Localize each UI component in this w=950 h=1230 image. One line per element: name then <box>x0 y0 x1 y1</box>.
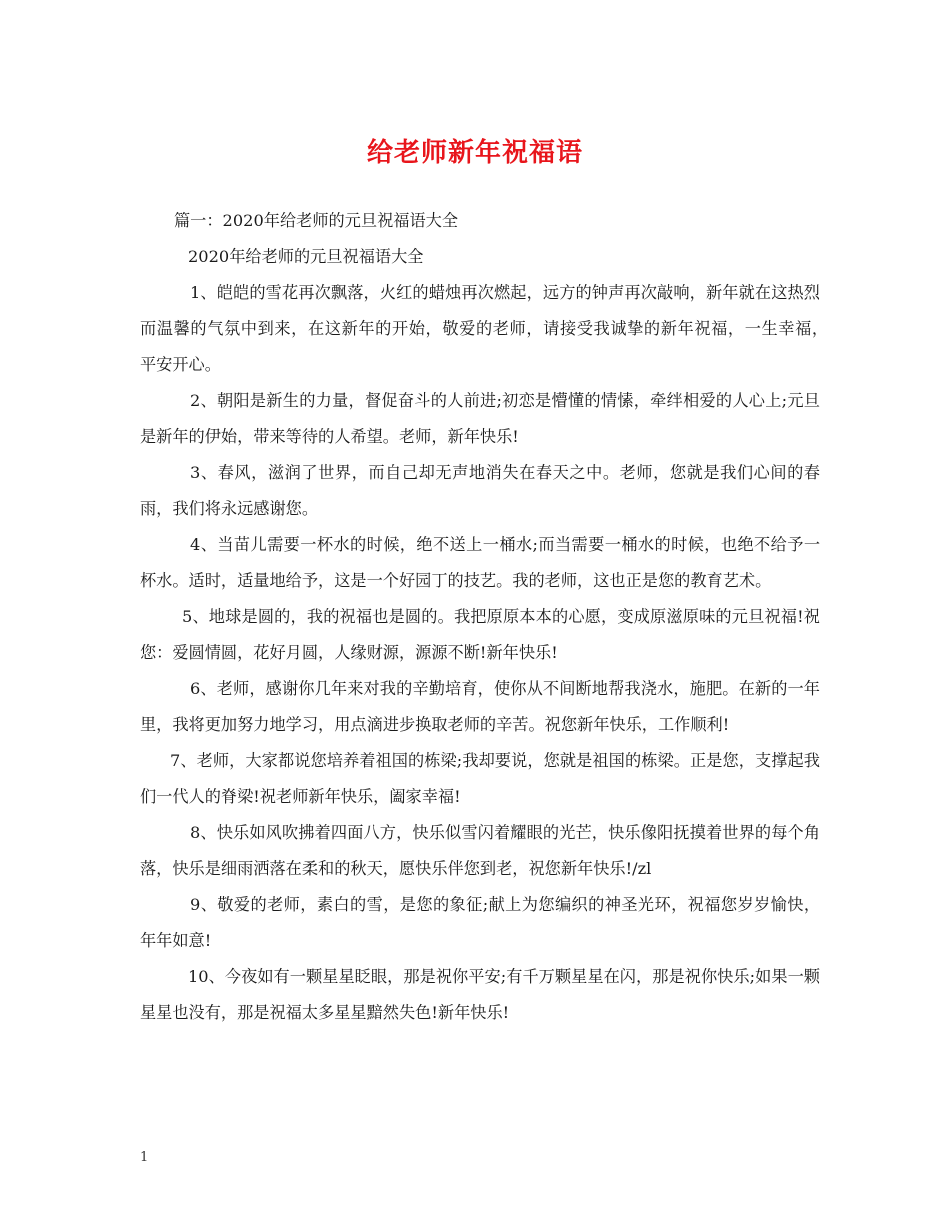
paragraph-5: 5、地球是圆的，我的祝福也是圆的。我把原原本本的心愿，变成原滋原味的元旦祝福!祝您：爱圆情圆，花好月圆，人缘财源，源源不断!新年快乐! <box>140 607 820 662</box>
sub-heading: 2020年给老师的元旦祝福语大全 <box>188 247 424 266</box>
section-heading: 篇一：2020年给老师的元旦祝福语大全 <box>174 211 459 230</box>
paragraph-1: 1、皑皑的雪花再次飘落，火红的蜡烛再次燃起，远方的钟声再次敲响，新年就在这热烈而温馨的气氛中到来，在这新年的开始，敬爱的老师，请接受我诚挚的新年祝福，一生幸福， 平安开心。 <box>140 283 837 374</box>
document-body <box>140 203 837 1031</box>
document-title: 给老师新年祝福语 <box>366 138 583 168</box>
page-number: 1 <box>140 1150 149 1165</box>
paragraph-9: 9、敬爱的老师，素白的雪，是您的象征;献上为您编织的神圣光环，祝福您岁岁愉快，年年如意! <box>140 895 820 950</box>
paragraph-2: 2、朝阳是新生的力量，督促奋斗的人前进;初恋是懵懂的情愫，牵绊相爱的人心上;元旦是新年的伊始，带来等待的人希望。老师，新年快乐! <box>140 391 820 446</box>
paragraph-8: 8、快乐如风吹拂着四面八方，快乐似雪闪着耀眼的光芒，快乐像阳抚摸着世界的每个角落，快乐是细雨洒落在柔和的秋天，愿快乐伴您到老，祝您新年快乐!/zl <box>140 823 820 878</box>
paragraph-6: 6、老师，感谢你几年来对我的辛勤培育，使你从不间断地帮我浇水，施肥。在新的一年里，我将更加努力地学习，用点滴进步换取老师的辛苦。祝您新年快乐，工作顺利! <box>140 679 820 734</box>
paragraph-4: 4、当苗儿需要一杯水的时候，绝不送上一桶水;而当需要一桶水的时候，也绝不给予一杯水。适时，适量地给予，这是一个好园丁的技艺。我的老师，这也正是您的教育艺术。 <box>140 535 820 590</box>
paragraph-7: 7、老师，大家都说您培养着祖国的栋梁;我却要说，您就是祖国的栋梁。正是您，支撑起我们一代人的脊梁!祝老师新年快乐，阖家幸福! <box>140 751 820 806</box>
paragraph-10: 10、今夜如有一颗星星眨眼，那是祝你平安;有千万颗星星在闪，那是祝你快乐;如果一颗星星也没有，那是祝福太多星星黯然失色!新年快乐! <box>140 967 820 1022</box>
paragraph-3: 3、春风，滋润了世界，而自己却无声地消失在春天之中。老师，您就是我们心间的春雨，我们将永远感谢您。 <box>140 463 820 518</box>
